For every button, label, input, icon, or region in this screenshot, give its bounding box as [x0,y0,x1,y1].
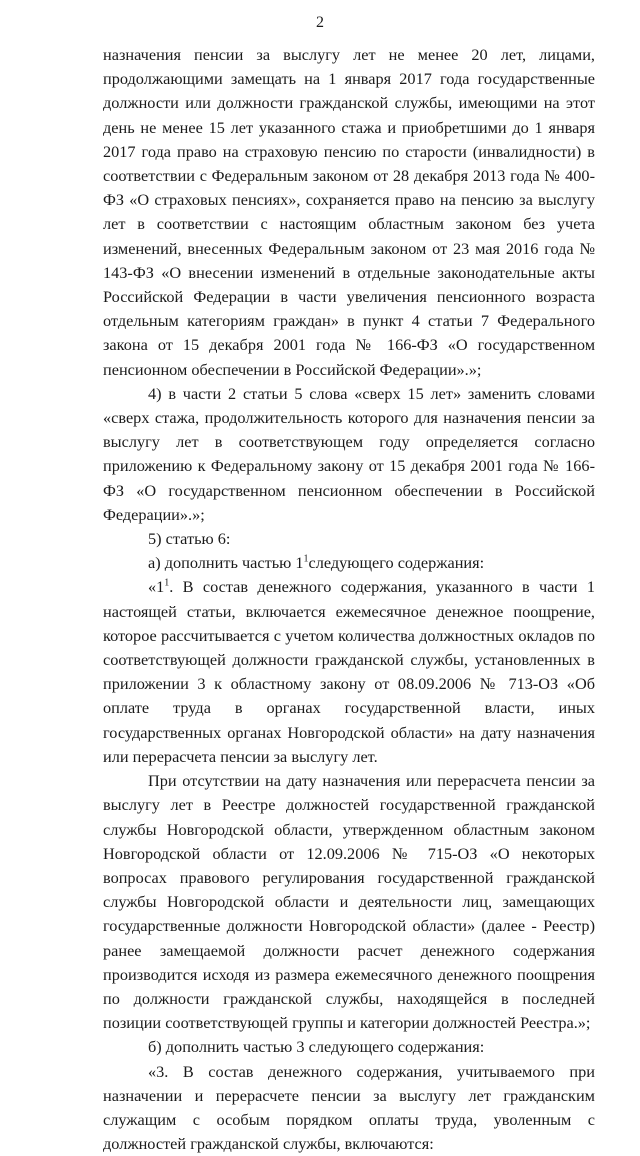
superscript: 1 [164,578,170,590]
paragraph-registry: При отсутствии на дату назначения или перерасчета пенсии за выслугу лет в Реестре должностей государственной гражданской службы Новгородской области, утвержденном областным законом Новгородской области от 12.09.2006 № 715-ОЗ «О некоторых вопросах правового регулирования государственной гражданской службы Новгородской области и деятельности лиц, замещающих государственные должности Новгородской области» (далее - Реестр) ранее замещаемой должности расчет денежного содержания производится исходя из размера ежемесячного денежного поощрения по должности гражданской службы, находящейся в последней позиции соответствующей группы и категории должностей Реестра.»; [103,771,595,1033]
paragraph-part-1-1 [103,575,595,769]
paragraph-pension-rights: назначения пенсии за выслугу лет не менее 20 лет, лицами, продолжающими замещать на 1 января 2017 года государственные должности или должности гражданской службы, имеющими на этот день не менее 15 лет указанного стажа и приобретшими до 1 января 2017 года право на страховую пенсию по старости (инвалидности) в соответствии с Федеральным законом от 28 декабря 2013 года № 400-ФЗ «О страховых пенсиях», сохраняется право на пенсию за выслугу лет в соответствии с настоящим областным законом без учета изменений, внесенных Федеральным законом от 23 мая 2016 года № 143-ФЗ «О внесении изменений в отдельные законодательные акты Российской Федерации в части увеличения пенсионного возраста отдельным категориям граждан» в пункт 4 статьи 7 Федерального закона от 15 декабря 2001 года № 166-ФЗ «О государственном пенсионном обеспечении в Российской Федерации».»; [103,45,595,379]
page-number: 2 [316,14,324,31]
superscript: 1 [303,553,309,565]
paragraph-part-3: «3. В состав денежного содержания, учитываемого при назначении и перерасчете пенсии за выслугу лет гражданским служащим с особым порядком оплаты труда, уволенным с должностей гражданской службы, включаются: [103,1061,595,1154]
paragraph-item-5b: б) дополнить частью 3 следующего содержания: [148,1037,485,1057]
paragraph-item-4: 4) в части 2 статьи 5 слова «сверх 15 лет» заменить словами «сверх стажа, продолжительность которого для назначения пенсии за выслугу лет в соответствующем году определяется согласно приложению к Федеральному закону от 15 декабря 2001 года № 166-ФЗ «О государственном пенсионном обеспечении в Российской Федерации».»; [103,383,595,524]
document-body [103,43,595,1156]
text-segment: . В состав денежного содержания, указанного в части 1 настоящей статьи, включается ежемесячное денежное поощрение, которое рассчитывается с учетом количества должностных окладов по соответствующей должности гражданской службы, установленных в приложении 3 к областному закону от 08.09.2006 № 713-ОЗ «Об оплате труда в органах государственной власти, иных государственных органах Новгородской области» на дату назначения или перерасчета пенсии за выслугу лет. [103,577,595,766]
text-segment: следующего содержания: [308,553,485,573]
text-segment: «1 [148,577,165,597]
text-segment: а) дополнить частью 1 [148,553,304,573]
paragraph-item-5a [103,551,595,575]
paragraph-item-5: 5) статью 6: [148,529,231,549]
